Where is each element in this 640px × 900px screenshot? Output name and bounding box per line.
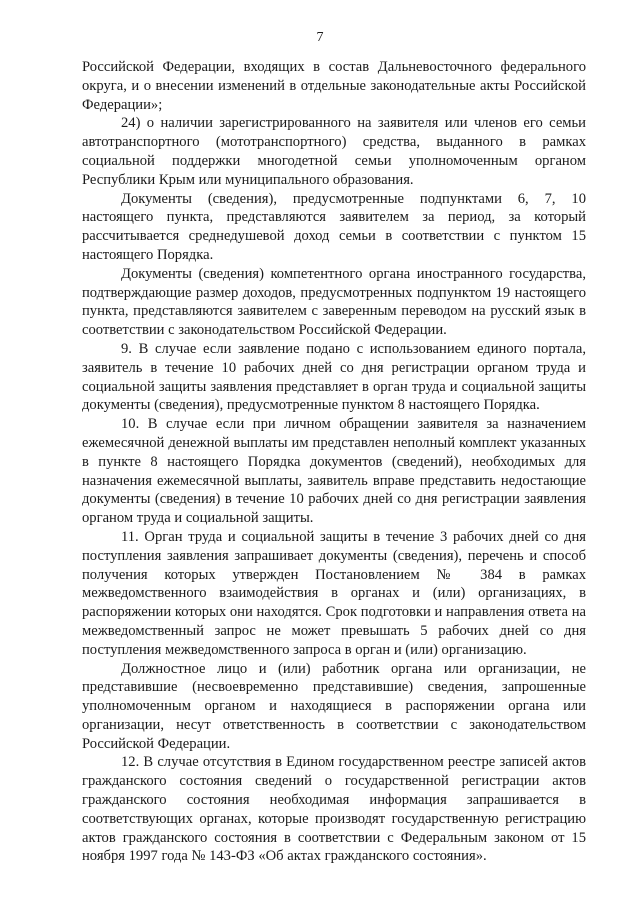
paragraph-continuation: Российской Федерации, входящих в состав Дальневосточного федерального округа, и о внесении изменений в отдельные законодательные акты Российской Федерации»;	[82, 59, 586, 113]
paragraph-clause-9: 9. В случае если заявление подано с использованием единого портала, заявитель в течение 10 рабочих дней со дня регистрации органом труда и социальной защиты заявления представляет в орган труда и социальной защиты документы (сведения), предусмотренные пунктом 8 настоящего Порядка.	[82, 340, 586, 414]
page-number: 7	[316, 30, 324, 45]
paragraph-documents-period: Документы (сведения), предусмотренные подпунктами 6, 7, 10 настоящего пункта, представляются заявителем за период, за который рассчитывается среднедушевой доход семьи в соответствии с пунктом 15 настоящего Порядка.	[82, 190, 586, 263]
paragraph-clause-11: 11. Орган труда и социальной защиты в течение 3 рабочих дней со дня поступления заявления запрашивает документы (сведения), перечень и способ получения которых утвержден Постановлением № 384 в рамках межведомственного взаимодействия в органах и (или) организациях, в распоряжении которых они находятся. Срок подготовки и направления ответа на межведомственный запрос не может превышать 5 рабочих дней со дня поступления межведомственного запроса в орган и (или) организацию.	[82, 528, 586, 658]
document-body	[82, 58, 586, 866]
paragraph-clause-12: 12. В случае отсутствия в Едином государственном реестре записей актов гражданского состояния сведений о государственной регистрации актов гражданского состояния необходимая информация запрашивается в соответствующих органах, которые производят государственную регистрацию актов гражданского состояния в соответствии с Федеральным законом от 15 ноября 1997 года № 143-ФЗ «Об актах гражданского состояния».	[82, 754, 586, 865]
paragraph-responsibility: Должностное лицо и (или) работник органа или организации, не представившие (несвоевременно представившие) сведения, запрошенные уполномоченным органом и находящиеся в распоряжении органа или организации, несут ответственность в соответствии с законодательством Российской Федерации.	[82, 660, 586, 752]
paragraph-clause-10: 10. В случае если при личном обращении заявителя за назначением ежемесячной денежной выплаты им представлен неполный комплект указанных в пункте 8 настоящего Порядка документов (сведений), необходимых для назначения ежемесячной выплаты, заявитель вправе представить недостающие документы (сведения) в течение 10 рабочих дней со дня регистрации заявления органом труда и социальной защиты.	[82, 416, 586, 527]
paragraph-foreign-documents: Документы (сведения) компетентного органа иностранного государства, подтверждающие размер доходов, предусмотренных подпунктом 19 настоящего пункта, представляются заявителем с заверенным переводом на русский язык в соответствии с законодательством Российской Федерации.	[82, 265, 586, 339]
paragraph-subitem-24: 24) о наличии зарегистрированного на заявителя или членов его семьи автотранспортного (мототранспортного) средства, выданного в рамках социальной поддержки многодетной семьи уполномоченным органом Республики Крым или муниципального образования.	[82, 115, 586, 188]
